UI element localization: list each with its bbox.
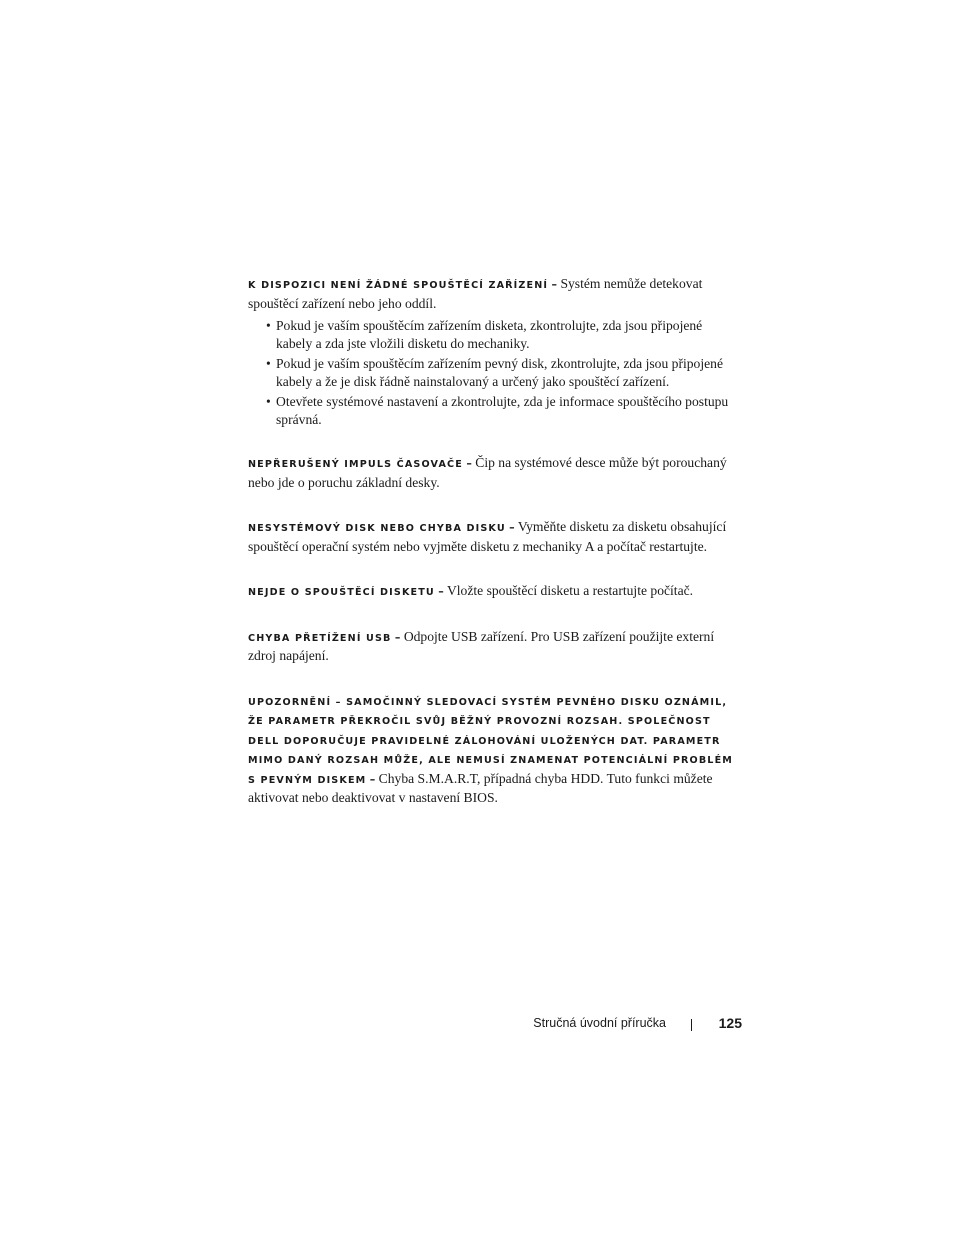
entry-text: Odpojte USB zařízení. Pro USB zařízení použijte externí zdroj napájení. bbox=[248, 628, 715, 663]
bullet-mark: • bbox=[266, 318, 271, 333]
entry-text: Systém nemůže detekovat spouštěcí zařízení nebo jeho oddíl. bbox=[248, 276, 703, 311]
entry-no-boot-device bbox=[248, 275, 734, 312]
page-footer bbox=[480, 1015, 742, 1035]
entry-text: Vyměňte disketu za disketu obsahující spouštěcí operační systém nebo vyjměte disketu z mechaniky A a počítač restartujte. bbox=[248, 519, 727, 554]
document-body bbox=[248, 275, 734, 807]
entry-heading: NEPŘERUŠENÝ IMPULS ČASOVAČE bbox=[248, 459, 463, 470]
heading-separator: – bbox=[551, 278, 558, 291]
list-item-text: Otevřete systémové nastavení a zkontrolujte, zda je informace spouštěcího postupu správná. bbox=[276, 394, 729, 427]
list-item bbox=[266, 355, 734, 390]
entry-heading: NESYSTÉMOVÝ DISK NEBO CHYBA DISKU bbox=[248, 523, 506, 534]
entry-text: Čip na systémové desce může být porouchaný nebo jde o poruchu základní desky. bbox=[248, 455, 727, 490]
entry-text: Vložte spouštěcí disketu a restartujte počítač. bbox=[446, 583, 694, 598]
footer-title: Stručná úvodní příručka bbox=[533, 1016, 666, 1030]
entry-not-boot-diskette bbox=[248, 582, 734, 602]
bullet-mark: • bbox=[266, 356, 271, 371]
list-item bbox=[266, 317, 734, 352]
heading-separator: – bbox=[394, 630, 401, 644]
heading-separator: – bbox=[509, 521, 515, 534]
entry-timer-tick bbox=[248, 454, 734, 491]
list-item-text: Pokud je vaším spouštěcím zařízením disketa, zkontrolujte, zda jsou připojené kabely a zda jste vložili disketu do mechaniky. bbox=[276, 318, 703, 351]
bullet-list bbox=[248, 317, 734, 428]
heading-separator: – bbox=[369, 772, 376, 786]
entry-heading: UPOZORNĚNÍ – SAMOČINNÝ SLEDOVACÍ SYSTÉM PEVNÉHO DISKU OZNÁMIL, ŽE PARAMETR PŘEKROČIL SVŮJ BĚŽNÝ PROVOZNÍ ROZSAH. SPOLEČNOST DELL DOPORUČUJE PRAVIDELNÉ ZÁLOHOVÁNÍ ULOŽENÝCH DAT. PARAMETR MIMO DANÝ ROZSAH MŮŽE, ALE NEMUSÍ ZNAMENAT POTENCIÁLNÍ PROBLÉM S PEVNÝM DISKEM bbox=[248, 696, 733, 786]
entry-smart-warning bbox=[248, 692, 734, 807]
heading-separator: – bbox=[466, 457, 472, 470]
entry-non-system-disk bbox=[248, 518, 734, 555]
entry-text: Chyba S.M.A.R.T, případná chyba HDD. Tuto funkci můžete aktivovat nebo deaktivovat v nastavení BIOS. bbox=[248, 770, 713, 805]
list-item-text: Pokud je vaším spouštěcím zařízením pevný disk, zkontrolujte, zda jsou připojené kabely a že je disk řádně nainstalovaný a určený jako spouštěcí zařízení. bbox=[276, 356, 723, 389]
footer-divider bbox=[691, 1019, 692, 1031]
list-item bbox=[266, 393, 734, 428]
page-number: 125 bbox=[718, 1015, 742, 1031]
entry-usb-overcurrent bbox=[248, 628, 734, 665]
entry-heading: K DISPOZICI NENÍ ŽÁDNÉ SPOUŠTĚCÍ ZAŘÍZENÍ bbox=[248, 280, 549, 291]
entry-heading: NEJDE O SPOUŠTĚCÍ DISKETU bbox=[248, 587, 435, 598]
bullet-mark: • bbox=[266, 394, 271, 409]
heading-separator: – bbox=[438, 585, 444, 598]
entry-heading: CHYBA PŘETÍŽENÍ USB bbox=[248, 632, 392, 644]
